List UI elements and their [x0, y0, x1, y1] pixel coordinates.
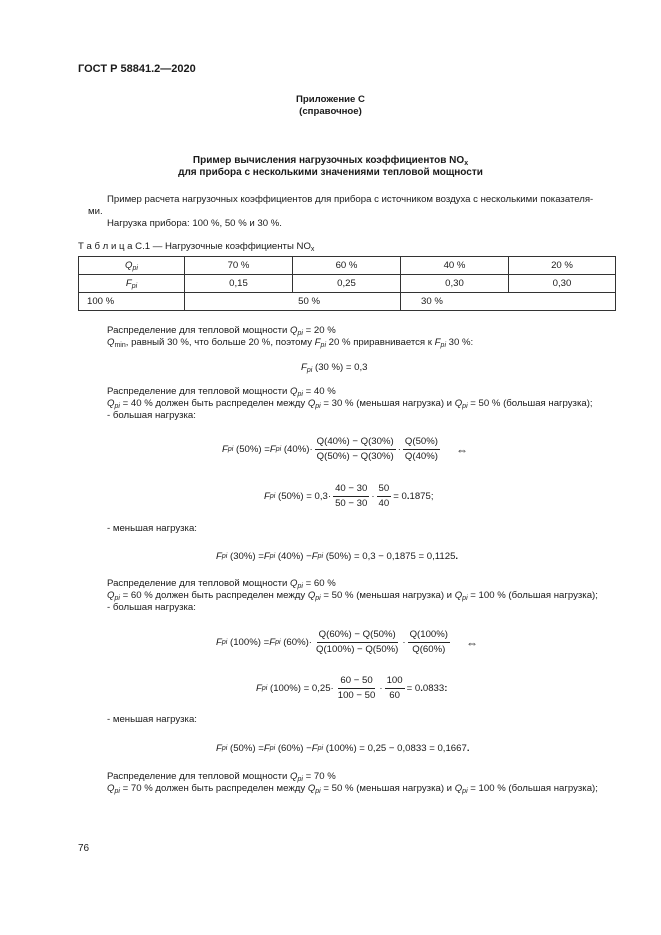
equivalence-arrow-icon: ⇔ — [455, 442, 468, 457]
dist-20: Распределение для тепловой мощности $Q_{pi} = 20$ % — [107, 325, 336, 337]
load-factor-table — [78, 256, 616, 311]
equation-big-40: F pi (50%) = F pi (40%)· $\frac{Q(40\%) - Q(30\%)}{Q(50\%) - Q(30\%)}$ · $\frac{Q(50\%)}{Q(40\%)}$ ⇔ — [222, 436, 468, 462]
fraction: $\frac{Q(50\%)}{Q(40\%)}$ — [404, 436, 438, 462]
fraction: $\frac{Q(100\%)}{Q(60\%)}$ — [409, 629, 448, 655]
table-caption: Т а б л и ц а С.1 — Нагрузочные коэффициенты $NO_x$ — [78, 241, 315, 253]
table-cell: 0,25 — [293, 275, 401, 293]
table-cell-label: $Q_{pi}$ — [79, 257, 185, 275]
section-title-line1: Пример вычисления нагрузочных коэффициентов $NO_x$ — [192, 155, 469, 167]
dist-70: Распределение для тепловой мощности $Q_{pi} = 70$ % — [107, 771, 336, 783]
table-row — [79, 293, 616, 311]
document-header: ГОСТ Р 58841.2—2020 — [78, 63, 196, 75]
table-cell: 40 % — [401, 257, 509, 275]
appendix-title: Приложение С — [296, 94, 365, 105]
fraction: $\frac{Q(60\%) - Q(50\%)}{Q(100\%) - Q(50\%)}$ — [316, 629, 399, 655]
big-load-60: - большая нагрузка: — [107, 602, 196, 613]
fraction: $\frac{40 - 30}{50 - 30}$ — [335, 483, 368, 509]
appendix-subtitle: (справочное) — [299, 106, 362, 117]
table-cell: 0,30 — [401, 275, 509, 293]
table-cell: 100 % — [79, 293, 185, 311]
equation-small-40: F pi (30%) = F pi (40%) − F pi (50%) = 0,3 − 0,1875 = 0,1125 . — [216, 551, 459, 562]
equation-calc-60: F pi (100%) = 0,25· $\frac{60 - 50}{100 - 50}$ · $\frac{100}{60}$ = 0 . 0833 : — [256, 675, 448, 701]
small-load-60: - меньшая нагрузка: — [107, 714, 197, 725]
fraction: $\frac{100}{60}$ — [386, 675, 403, 701]
table-cell: 20 % — [509, 257, 616, 275]
intro-line2: Нагрузка прибора: 100 %, 50 % и 30 %. — [107, 218, 282, 229]
fraction: $\frac{Q(40\%) - Q(30\%)}{Q(50\%) - Q(30\%)}$ — [316, 436, 394, 462]
table-cell: 0,15 — [185, 275, 293, 293]
big-load-40: - большая нагрузка: — [107, 410, 196, 421]
section-title-line2: для прибора с несколькими значениями тепловой мощности — [178, 167, 483, 178]
fraction: $\frac{60 - 50}{100 - 50}$ — [337, 675, 376, 701]
eq-20: $F_{pi}$ (30 %) = 0,3 — [301, 362, 368, 374]
table-cell: 30 % — [401, 293, 616, 311]
table-cell: 50 % — [185, 293, 401, 311]
table-cell: 0,30 — [509, 275, 616, 293]
dist-40-line: $Q_{pi} = 40$ % должен быть распределен между $Q_{pi} = 30$ % (меньшая нагрузка) и $Q_{pi} = 50$ % (большая нагрузка); — [107, 398, 593, 410]
equation-calc-40: F pi (50%) = 0,3· $\frac{40 - 30}{50 - 30}$ · $\frac{50}{40}$ = 0 . 1875; — [264, 483, 434, 509]
small-load-40: - меньшая нагрузка: — [107, 523, 197, 534]
table-cell: 60 % — [293, 257, 401, 275]
intro-line1: Пример расчета нагрузочных коэффициентов для прибора с источником воздуха с несколькими показателя- — [107, 194, 594, 205]
table-cell: 70 % — [185, 257, 293, 275]
equation-small-60: F pi (50%) = F pi (60%) − F pi (100%) = 0,25 − 0,0833 = 0,1667 . — [216, 743, 470, 754]
dist-60-line: $Q_{pi} = 60$ % должен быть распределен между $Q_{pi} = 50$ % (меньшая нагрузка) и $Q_{pi} = 100$ % (большая нагрузка); — [107, 590, 598, 602]
table-cell-label: $F_{pi}$ — [79, 275, 185, 293]
equivalence-arrow-icon: ⇔ — [465, 635, 478, 650]
qmin-line: $Q_{min}$, равный 30 %, что больше 20 %, поэтому $F_{pi}$ 20 % приравнивается к $F_{pi}$ 30 %: — [107, 337, 474, 349]
equation-big-60: F pi (100%) = F pi (60%)· $\frac{Q(60\%) - Q(50\%)}{Q(100\%) - Q(50\%)}$ · $\frac{Q(100\%)}{Q(60\%)}$ ⇔ — [216, 629, 478, 655]
table-row — [79, 257, 616, 275]
intro-line1-cont: ми. — [88, 206, 103, 217]
table-row — [79, 275, 616, 293]
fraction: $\frac{50}{40}$ — [378, 483, 390, 509]
dist-70-line: $Q_{pi} = 70$ % должен быть распределен между $Q_{pi} = 50$ % (меньшая нагрузка) и $Q_{pi} = 100$ % (большая нагрузка); — [107, 783, 598, 795]
dist-40: Распределение для тепловой мощности $Q_{pi} = 40$ % — [107, 386, 336, 398]
page-number: 76 — [78, 843, 90, 854]
dist-60: Распределение для тепловой мощности $Q_{pi} = 60$ % — [107, 578, 336, 590]
